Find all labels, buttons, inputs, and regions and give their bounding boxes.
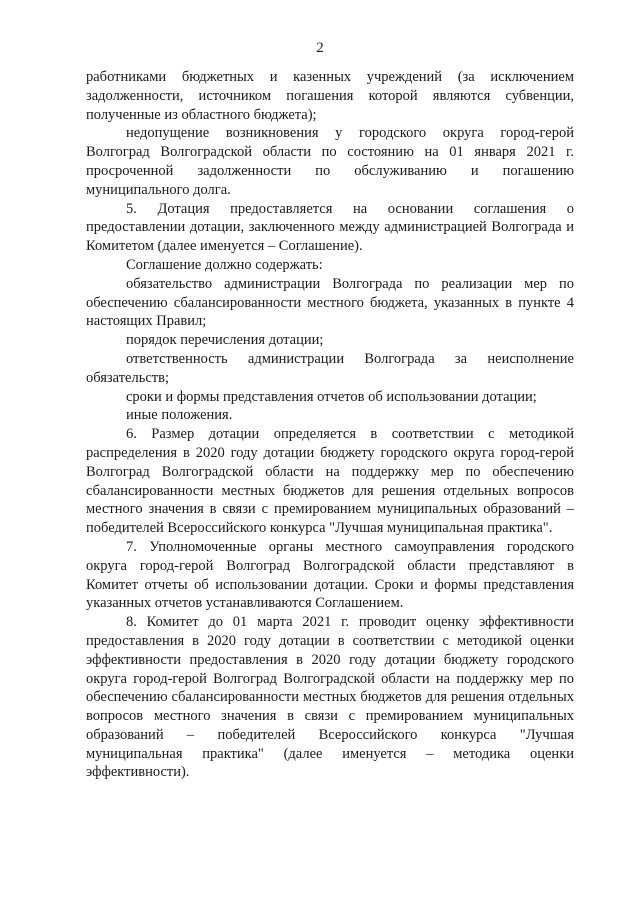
- paragraph-8: 8. Комитет до 01 марта 2021 г. проводит оценку эффективности предоставления в 2020 году дотации в соответствии с методикой оценки эффективности предоставления в 2020 году дотации бюджету городского округа город-герой Волгоград Волгоградской области на поддержку мер по обеспечению сбалансированности местных бюджетов для решения отдельных вопросов местного значения в связи с премированием муниципальных образований – победителей Всероссийского конкурса "Лучшая муниципальная практика" (далее именуется – методика оценки эффективности).: [86, 614, 574, 781]
- page-number: 2: [316, 40, 324, 56]
- paragraph-continuation: работниками бюджетных и казенных учреждений (за исключением задолженности, источником погашения которой являются субвенции, полученные из областного бюджета);: [86, 69, 574, 123]
- paragraph-responsibility: ответственность администрации Волгограда за неисполнение обязательств;: [86, 350, 574, 386]
- paragraph-7: 7. Уполномоченные органы местного самоуправления городского округа город-герой Волгоград Волгоградской области представляют в Комитет отчеты об использовании дотации. Сроки и формы представления указанных отчетов устанавливаются Соглашением.: [86, 538, 574, 612]
- paragraph-6: 6. Размер дотации определяется в соответствии с методикой распределения в 2020 году дотации бюджету городского округа город-герой Волгоград Волгоградской области на поддержку мер по обеспечению сбалансированности местных бюджетов для решения отдельных вопросов местного значения в связи с премированием муниципальных образований – победителей Всероссийского конкурса "Лучшая муниципальная практика".: [86, 426, 574, 537]
- paragraph-transfer-order: порядок перечисления дотации;: [126, 332, 324, 349]
- paragraph-agreement-contents: Соглашение должно содержать:: [126, 256, 323, 273]
- document-body: [86, 68, 574, 782]
- paragraph-5: 5. Дотация предоставляется на основании соглашения о предоставлении дотации, заключенного между администрацией Волгограда и Комитетом (далее именуется – Соглашение).: [86, 200, 574, 255]
- paragraph-no-debt: недопущение возникновения у городского округа город-герой Волгоград Волгоградской области по состоянию на 01 января 2021 г. просроченной задолженности по обслуживанию и погашению муниципального долга.: [86, 125, 574, 198]
- paragraph-obligation: обязательство администрации Волгограда по реализации мер по обеспечению сбалансированности местного бюджета, указанных в пункте 4 настоящих Правил;: [86, 275, 574, 330]
- paragraph-reporting: сроки и формы представления отчетов об использовании дотации;: [126, 388, 537, 405]
- paragraph-other: иные положения.: [126, 407, 233, 424]
